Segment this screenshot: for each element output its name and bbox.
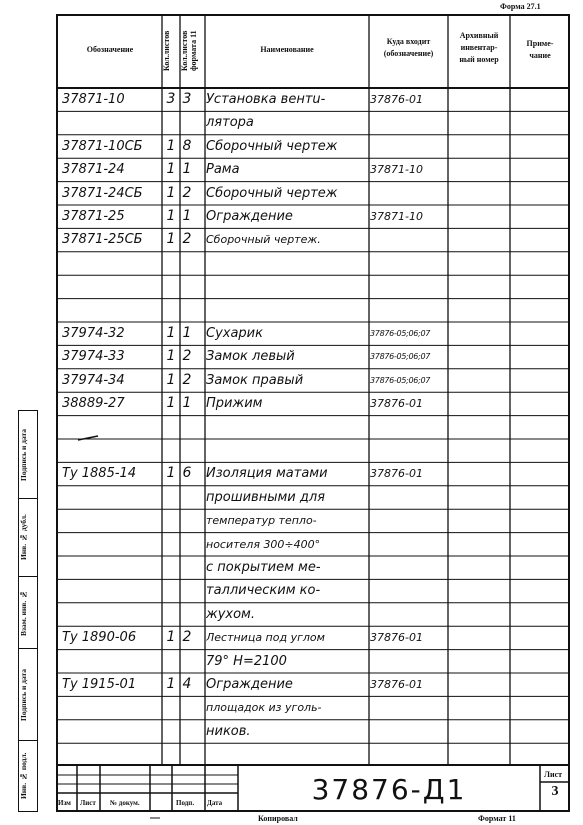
cell-name: температур тепло- (206, 514, 317, 528)
table-row (56, 345, 570, 368)
cell-designation: Ту 1885-14 (62, 466, 137, 482)
cell-sheets: 1 (166, 325, 176, 341)
cell-where-used (370, 533, 450, 556)
cell-format (180, 556, 194, 579)
cell-format (180, 720, 194, 743)
header-sheets-count: Кол.листов (162, 30, 171, 72)
cell-designation: 37871-10 (62, 92, 125, 107)
tb-col-docnum: № докум. (110, 799, 140, 807)
table-row (56, 205, 570, 228)
cell-format: 1 (182, 395, 192, 412)
cell-format: 4 (182, 676, 192, 692)
cell-format (180, 696, 194, 719)
cell-designation: 38889-27 (62, 396, 125, 412)
cell-name: Сухарик (206, 326, 263, 341)
cell-designation: 37974-34 (62, 372, 125, 388)
tb-sheet-number: 3 (551, 784, 559, 799)
cell-sheets (164, 486, 178, 509)
table-row (56, 299, 570, 322)
cell-sheets: 1 (166, 395, 176, 412)
cell-name: Замок правый (206, 372, 304, 388)
header-name: Наименование (260, 45, 314, 54)
cell-where-used (370, 416, 450, 439)
cell-name: 79° Н=2100 (206, 653, 287, 669)
cell-designation: Ту 1890-06 (62, 630, 137, 646)
table-row (56, 158, 570, 181)
table-row (56, 486, 570, 509)
cell-format (180, 533, 194, 556)
cell-sheets (164, 556, 178, 579)
cell-name: с покрытием ме- (206, 560, 321, 575)
cell-sheets: 3 (166, 91, 176, 107)
cell-sheets: 1 (166, 371, 176, 388)
cell-designation: 37974-32 (62, 326, 125, 341)
cell-format: 2 (182, 231, 192, 248)
table-row (56, 626, 570, 649)
cell-sheets: 1 (166, 465, 176, 482)
table-row (56, 416, 570, 439)
table-row (56, 556, 570, 579)
cell-where-used (370, 439, 450, 462)
cell-name: Рама (206, 162, 240, 178)
cell-where-used: 37871-10 (370, 163, 423, 177)
cell-format: 2 (182, 629, 192, 646)
cell-format (180, 603, 194, 626)
cell-designation (62, 533, 166, 556)
cell-designation (62, 556, 166, 579)
cell-name: носителя 300÷400° (206, 537, 321, 551)
cell-sheets (164, 439, 178, 462)
cell-name: ников. (206, 723, 251, 739)
cell-where-used (370, 228, 450, 251)
cell-name: Замок левый (206, 349, 295, 365)
header-note: Приме- чание (526, 39, 554, 60)
cell-sheets: 1 (166, 231, 176, 248)
cell-where-used: 37871-10 (370, 210, 423, 223)
cell-name (206, 275, 368, 298)
document-number: 37876-Д1 (311, 773, 467, 806)
cell-name: Ограждение (206, 677, 293, 692)
cell-format: 2 (182, 371, 192, 388)
cell-designation (62, 720, 166, 743)
cell-where-used (370, 299, 450, 322)
cell-where-used (370, 275, 450, 298)
cell-name: Лестница под углом (206, 631, 325, 645)
cell-format: 6 (182, 465, 192, 482)
cell-sheets (164, 299, 178, 322)
cell-name (206, 252, 368, 275)
cell-designation (62, 439, 166, 462)
cell-designation (62, 416, 166, 439)
table-row (56, 720, 570, 743)
cell-sheets (164, 275, 178, 298)
side-stamp-replace-inv: Взам. инв. № (18, 576, 38, 648)
cell-sheets: 1 (166, 348, 176, 365)
cell-designation (62, 696, 166, 719)
cell-sheets: 1 (166, 137, 176, 154)
cell-format: 2 (182, 184, 192, 201)
table-row (56, 111, 570, 134)
cell-format: 2 (182, 348, 192, 365)
tb-col-date: Дата (207, 799, 223, 807)
side-stamp-signature-date-1: Подпись и дата (18, 410, 38, 498)
cell-where-used: 37876-01 (370, 631, 423, 645)
table-row (56, 392, 570, 415)
cell-designation (62, 275, 166, 298)
cell-where-used (370, 252, 450, 275)
cell-sheets (164, 650, 178, 673)
cell-designation (62, 650, 166, 673)
cell-designation: 37871-10СБ (62, 138, 143, 154)
cell-name: прошивными для (206, 489, 325, 505)
form-label: Форма 27.1 (500, 2, 541, 11)
cell-designation: 37871-24СБ (62, 185, 143, 201)
table-row (56, 439, 570, 462)
cell-sheets (164, 252, 178, 275)
cell-designation: 37871-25 (62, 209, 125, 224)
cell-sheets: 1 (166, 629, 176, 646)
cell-sheets: 1 (166, 676, 176, 692)
cell-sheets: 1 (166, 184, 176, 201)
cell-sheets (164, 509, 178, 532)
cell-where-used (370, 556, 450, 579)
cell-designation (62, 579, 166, 602)
cell-name: Сборочный чертеж (206, 185, 338, 201)
cell-format: 1 (182, 161, 192, 178)
cell-sheets: 1 (166, 161, 176, 178)
cell-designation (62, 603, 166, 626)
cell-name (206, 416, 368, 439)
cell-name: Сборочный чертеж. (206, 233, 321, 247)
cell-format: 1 (182, 208, 192, 224)
table-row (56, 603, 570, 626)
table-row (56, 509, 570, 532)
footer-format: Формат 11 (478, 814, 516, 823)
cell-designation (62, 299, 166, 322)
cell-where-used: 37876-01 (370, 678, 423, 691)
cell-where-used: 37876-05;06;07 (370, 352, 431, 362)
table-row (56, 228, 570, 251)
cell-sheets (164, 603, 178, 626)
cell-format (180, 509, 194, 532)
cell-format (180, 111, 194, 134)
cell-where-used: 37876-01 (370, 397, 423, 411)
cell-designation (62, 509, 166, 532)
footer-copied: Копировал (258, 814, 298, 823)
cell-designation: 37871-24 (62, 162, 125, 178)
table-row (56, 696, 570, 719)
cell-name: таллическим ко- (206, 583, 321, 599)
table-row (56, 252, 570, 275)
cell-format (180, 486, 194, 509)
cell-name: Изоляция матами (206, 466, 328, 482)
table-row (56, 275, 570, 298)
cell-designation: Ту 1915-01 (62, 677, 137, 692)
header-archive-number: Архивный инвентар- ный номер (459, 31, 499, 64)
cell-where-used (370, 579, 450, 602)
cell-name (206, 299, 368, 322)
cell-sheets (164, 696, 178, 719)
cell-format (180, 439, 194, 462)
cell-where-used (370, 650, 450, 673)
cell-format (180, 275, 194, 298)
cell-sheets (164, 416, 178, 439)
cell-designation: 37871-25СБ (62, 232, 143, 248)
table-row (56, 135, 570, 158)
cell-format (180, 650, 194, 673)
table-row (56, 533, 570, 556)
cell-name: лятора (206, 115, 254, 131)
cell-where-used (370, 182, 450, 205)
cell-format: 8 (182, 137, 192, 154)
cell-name: Ограждение (206, 209, 293, 224)
cell-designation: 37974-33 (62, 349, 125, 365)
cell-sheets (164, 579, 178, 602)
cell-where-used (370, 135, 450, 158)
cell-where-used: 37876-05;06;07 (370, 375, 431, 385)
table-row (56, 673, 570, 696)
cell-sheets (164, 720, 178, 743)
table-row (56, 579, 570, 602)
cell-format (180, 299, 194, 322)
cell-where-used: 37876-01 (370, 93, 423, 106)
header-where-used: Куда входит (обозначение) (383, 37, 434, 58)
tb-col-sign: Подп. (176, 799, 195, 807)
cell-name: Установка вентu- (206, 92, 326, 107)
header-format-sheets: Кол.листов формата 11 (180, 30, 198, 72)
table-row (56, 650, 570, 673)
cell-where-used (370, 603, 450, 626)
side-stamp-original-inv: Инв. № подл. (18, 740, 38, 812)
cell-format (180, 252, 194, 275)
cell-sheets: 1 (166, 208, 176, 224)
header-designation: Обозначение (86, 45, 134, 54)
cell-format: 1 (182, 325, 192, 341)
table-row (56, 182, 570, 205)
cell-format: 3 (182, 91, 192, 107)
tb-col-sheet: Лист (80, 799, 96, 807)
cell-sheets (164, 533, 178, 556)
tb-sheet-label: Лист (544, 770, 563, 779)
side-stamp-signature-date-2: Подпись и дата (18, 648, 38, 740)
cell-name: Прижим (206, 396, 263, 412)
cell-designation (62, 486, 166, 509)
side-stamp-dup-inv: Инв. № дубл. (18, 498, 38, 576)
cell-format (180, 579, 194, 602)
tb-col-change: Изм (58, 799, 71, 807)
cell-name (206, 439, 368, 462)
cell-designation (62, 252, 166, 275)
cell-where-used: 37876-05;06;07 (370, 329, 431, 338)
cell-where-used (370, 509, 450, 532)
cell-designation (62, 111, 166, 134)
cell-where-used (370, 696, 450, 719)
cell-sheets (164, 111, 178, 134)
table-row (56, 88, 570, 111)
cell-name: Сборочный чертеж (206, 138, 338, 154)
table-row (56, 369, 570, 392)
cell-where-used: 37876-01 (370, 467, 423, 481)
cell-format (180, 416, 194, 439)
cell-where-used (370, 720, 450, 743)
table-row (56, 462, 570, 485)
table-row (56, 322, 570, 345)
cell-where-used (370, 486, 450, 509)
cell-name: жухом. (206, 606, 255, 622)
cell-where-used (370, 111, 450, 134)
cell-name: площадок из уголь- (206, 701, 322, 715)
